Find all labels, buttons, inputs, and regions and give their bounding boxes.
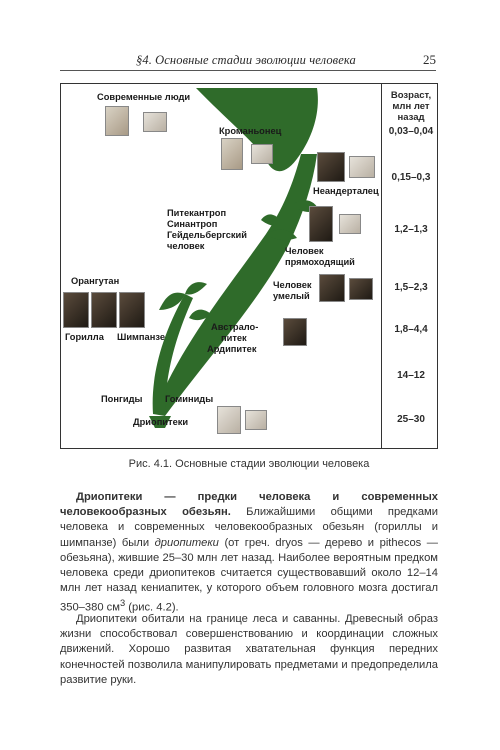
evolution-figure: [60, 83, 438, 449]
label-ardipithecus: Ардипитек: [207, 344, 257, 354]
label-erectus-1: Человек: [285, 246, 324, 256]
modern-human-figure-image: [105, 106, 129, 136]
age-header-line-2: млн лет: [392, 101, 430, 112]
label-habilis-2: умелый: [273, 291, 310, 301]
label-sinanthropus: Синантроп: [167, 219, 218, 229]
age-value: 1,8–4,4: [394, 324, 428, 335]
label-cromagnon: Кроманьонец: [219, 126, 282, 136]
paragraph-habitat: Дриопитеки обитали на границе леса и саванны. Древесный образ жизни способствовал совершенствованию и координации сложных движений. Хорошо развитая хватательная функция передних конечностей позволила манипулировать предметами и предопределила развитие руки.: [60, 613, 438, 686]
label-dryopithecus: Дриопитеки: [133, 417, 189, 427]
age-header-line-3: назад: [397, 112, 425, 123]
page-number: 25: [423, 52, 436, 67]
age-header-line-1: Возраст,: [390, 90, 432, 101]
habilis-skull-image: [349, 278, 373, 300]
label-erectus-2: прямоходящий: [285, 257, 355, 267]
erectus-skull-image: [339, 214, 361, 234]
neanderthal-skull-image: [349, 156, 375, 178]
neanderthal-photo-image: [317, 152, 345, 182]
gorilla-photo-image: [63, 292, 89, 328]
dryopithecus-skull-image: [245, 410, 267, 430]
age-value: 0,03–0,04: [388, 126, 434, 137]
age-value: 14–12: [397, 370, 425, 381]
cromagnon-skull-image: [251, 144, 273, 164]
label-gorilla: Горилла: [65, 332, 104, 342]
age-header: [383, 90, 439, 123]
label-pongids: Понгиды: [101, 394, 143, 404]
label-heidelberg: Гейдельбергский: [167, 230, 247, 240]
age-value: 25–30: [397, 414, 425, 425]
label-australopithecus-1: Австрало-: [211, 322, 259, 332]
age-value: 0,15–0,3: [391, 172, 431, 183]
paragraph-text: (от греч. dryos — дерево и pithecos — обезьяна), жившие 25–30 млн лет назад. Наиболее вероятным предком человека среди дриопитеков считается существовавший около 12–14 млн лет назад кениапитек, у которого объем головного мозга достигал 350–380 см: [60, 536, 438, 615]
cromagnon-figure-image: [221, 138, 243, 170]
australopithecus-photo-image: [283, 318, 307, 346]
erectus-photo-image: [309, 206, 333, 242]
label-hominids: Гоминиды: [165, 394, 214, 404]
age-value: 1,5–2,3: [394, 282, 428, 293]
label-habilis-1: Человек: [273, 280, 312, 290]
label-pithecanthropus: Питекантроп: [167, 208, 227, 218]
orangutan-photo-image: [91, 292, 117, 328]
paragraph-dryopithecus: [60, 490, 438, 616]
chimpanzee-photo-image: [119, 292, 145, 328]
term-dryopithecus: дриопитеки: [154, 536, 219, 549]
age-column-divider: [381, 84, 382, 448]
label-neanderthal: Неандерталец: [313, 186, 379, 196]
superscript: 3: [119, 598, 126, 609]
modern-human-skull-image: [143, 112, 167, 132]
figure-caption: Рис. 4.1. Основные стадии эволюции человека: [128, 458, 370, 470]
label-orangutan: Орангутан: [71, 276, 120, 286]
age-value: 1,2–1,3: [394, 224, 428, 235]
paragraph-text: Ближайшими общими предками человека и современных человекообразных обезьян (гориллы и шимпанзе) были: [60, 506, 438, 549]
habilis-photo-image: [319, 274, 345, 302]
label-chimpanzee: Шимпанзе: [117, 332, 166, 342]
label-australopithecus-2: питек: [221, 333, 247, 343]
section-title: §4. Основные стадии эволюции человека: [136, 53, 356, 67]
label-heidelberg-man: человек: [167, 241, 205, 251]
running-head: [60, 52, 436, 71]
label-modern-humans: Современные люди: [97, 92, 191, 102]
paragraph-lead: Дриопитеки — предки человека и современных человекообразных обезьян.: [60, 491, 438, 519]
paragraph-text: (рис. 4.2).: [125, 602, 179, 615]
dryopithecus-figure-image: [217, 406, 241, 434]
